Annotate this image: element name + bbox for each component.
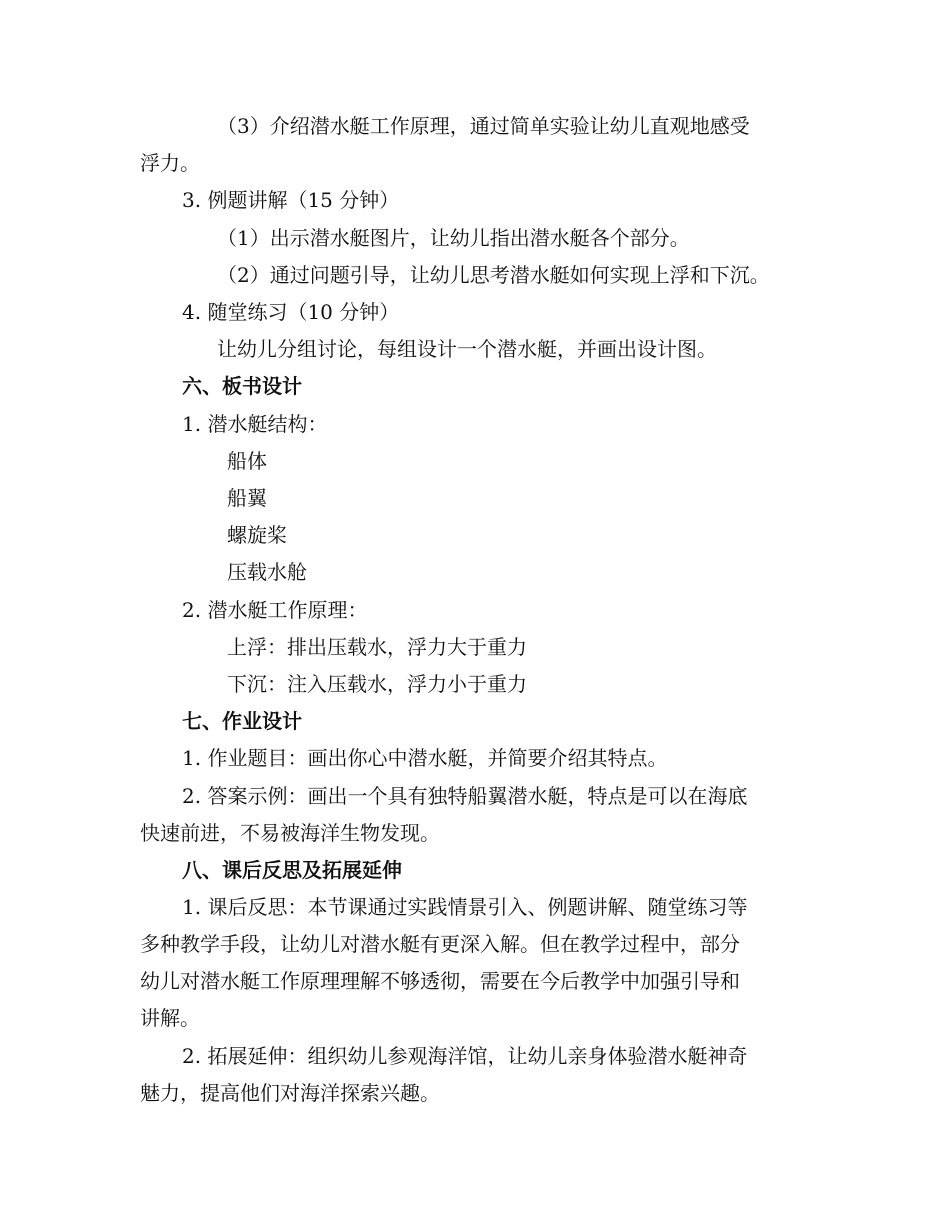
paragraph-line: 浮力。	[140, 151, 200, 175]
list-item: 3. 例题讲解（15 分钟）	[182, 188, 400, 212]
list-item: 1. 作业题目：画出你心中潜水艇，并简要介绍其特点。	[182, 746, 668, 770]
paragraph-line: 让幼儿分组讨论，每组设计一个潜水艇，并画出设计图。	[217, 337, 717, 361]
section-heading: 六、板书设计	[182, 374, 302, 398]
list-item: 船体	[227, 449, 267, 473]
list-item: 2. 拓展延伸：组织幼儿参观海洋馆，让幼儿亲身体验潜水艇神奇	[182, 1044, 748, 1068]
list-item: （1）出示潜水艇图片，让幼儿指出潜水艇各个部分。	[217, 226, 690, 250]
paragraph-line: 幼儿对潜水艇工作原理理解不够透彻，需要在今后教学中加强引导和	[140, 969, 740, 993]
list-item: 1. 潜水艇结构：	[182, 412, 328, 436]
list-item: 4. 随堂练习（10 分钟）	[182, 300, 400, 324]
paragraph-line: 讲解。	[140, 1006, 200, 1030]
section-heading: 七、作业设计	[182, 709, 302, 733]
list-item: 压载水舱	[227, 560, 307, 584]
section-heading: 八、课后反思及拓展延伸	[182, 858, 402, 882]
list-item: 2. 潜水艇工作原理：	[182, 598, 368, 622]
list-item: 2. 答案示例：画出一个具有独特船翼潜水艇，特点是可以在海底	[182, 784, 748, 808]
paragraph-line: 魅力，提高他们对海洋探索兴趣。	[140, 1081, 440, 1105]
list-item: 上浮：排出压载水，浮力大于重力	[227, 635, 527, 659]
list-item: 下沉：注入压载水，浮力小于重力	[227, 672, 527, 696]
list-item: 船翼	[227, 486, 267, 510]
paragraph-line: 多种教学手段，让幼儿对潜水艇有更深入解。但在教学过程中，部分	[140, 932, 740, 956]
list-item: （2）通过问题引导，让幼儿思考潜水艇如何实现上浮和下沉。	[217, 263, 770, 287]
paragraph-line: （3）介绍潜水艇工作原理，通过简单实验让幼儿直观地感受	[217, 114, 750, 138]
list-item: 螺旋桨	[227, 523, 287, 547]
paragraph-line: 快速前进，不易被海洋生物发现。	[140, 821, 440, 845]
list-item: 1. 课后反思：本节课通过实践情景引入、例题讲解、随堂练习等	[182, 895, 748, 919]
